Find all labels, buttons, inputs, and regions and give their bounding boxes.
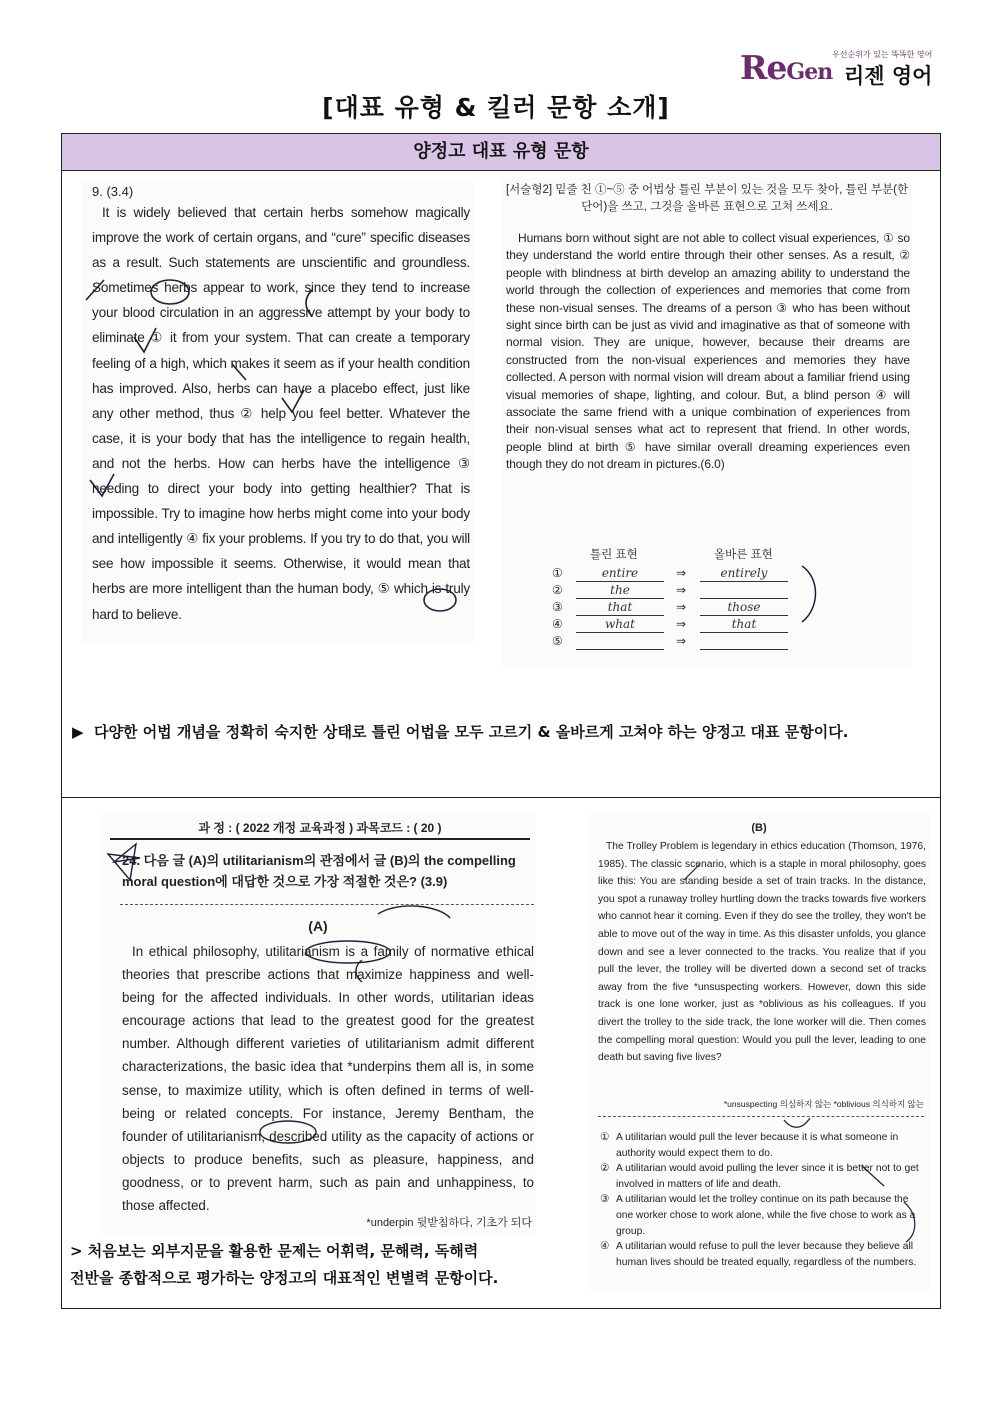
note-grammar-type: [72, 719, 934, 746]
essay-question-scan: [502, 178, 912, 668]
answer-row: ④ what ⇒ that: [552, 617, 812, 634]
question-9-scan: [82, 180, 474, 642]
essay-passage: Humans born without sight are not able to collect visual experiences, ① so they understand the world entire through their other senses. As a result, ② people with blindness at birth develop an amazing ability to understand the world through the collection of experiences and memories that come from these non-visual senses. The dreams of a person ③ who has been without sight since birth can be just as vivid and imaginative as that of someone with normal vision. They are unique, however, because their dreams are constructed from the non-visual experiences and memories they have collected. A person with normal vision will dream about a familiar friend using visual memories of shape, lighting, and colour. But, a blind person ④ will associate the same friend with a unique combination of experiences from their non-visual senses what act to represent that friend. In other words, people blind at birth ⑤ have similar overall dreaming experiences even though they do not dream in pictures.(6.0): [506, 231, 910, 472]
regen-logo: [740, 48, 945, 88]
note-discrimination-type: [70, 1238, 590, 1292]
answer-row: ③ that ⇒ those: [552, 600, 812, 617]
answer-option[interactable]: ③ A utilitarian would let the trolley continue on its path because the one worker chose to work alone, while the five chose to work as a group.: [600, 1194, 916, 1237]
correct-answer-blank[interactable]: those: [700, 600, 788, 616]
wrong-answer-blank[interactable]: that: [576, 600, 664, 616]
section-header: 양정고 대표 유형 문항: [62, 134, 940, 171]
footnote: *unsuspecting 의심하지 않는 *oblivious 의식하지 않는: [723, 1099, 924, 1109]
correct-answer-blank[interactable]: that: [700, 617, 788, 633]
answer-option[interactable]: ① A utilitarian would pull the lever because it is what someone in authority would expect them to do.: [600, 1132, 899, 1159]
header-correct-expression: 올바른 표현: [714, 549, 773, 561]
answer-row: ② the ⇒: [552, 583, 812, 600]
note-text: 다양한 어법 개념을 정확히 숙지한 상태로 틀린 어법을 모두 고르기 & 올바르게 고쳐야 하는 양정고 대표 문항이다.: [94, 723, 849, 741]
answer-row: ① entire ⇒ entirely: [552, 566, 812, 583]
question-number: 9. (3.4): [92, 184, 134, 199]
header-wrong-expression: 틀린 표현: [590, 549, 638, 561]
question-stem: 24. 다음 글 (A)의 utilitarianism의 관점에서 글 (B)의 the compelling moral question에 대답한 것으로 가장 적절한 것은? (3.9): [122, 853, 516, 889]
note-line-2: 전반을 종합적으로 평가하는 양정고의 대표적인 변별력 문항이다.: [70, 1269, 499, 1287]
correct-answer-blank[interactable]: [700, 583, 788, 599]
dashed-separator: [120, 904, 534, 905]
exam-header: 과 정 : ( 2022 개정 교육과정 ) 과목코드 : ( 20 ): [110, 818, 530, 840]
page-title: [대표 유형 & 킬러 문항 소개]: [322, 93, 670, 122]
answer-option[interactable]: ② A utilitarian would avoid pulling the lever since it is better not to get involved in matters of life and death.: [600, 1163, 919, 1190]
question-passage: It is widely believed that certain herbs somehow magically improve the work of certain organs, and “cure” specific diseases as a result. Such statements are unscientific and groundless. Sometimes herbs appear to work, since they tend to increase your blood circulation in an aggressive attempt by your body to eliminate ① it from your system. That can create a temporary feeling of a high, which makes it seem as if your health condition has improved. Also, herbs can have a placebo effect, just like any other method, thus ② help you feel better. Whatever the case, it is your body that has the intelligence to regain health, and not the herbs. How can herbs have the intelligence ③ needing to direct your body into getting healthier? That is impossible. Try to imagine how herbs might come into your body and intelligently ④ fix your problems. If you try to do that, you will see how impossible it seems. Otherwise, it would mean that herbs are more intelligent than the human body, ⑤ which is truly hard to believe.: [92, 205, 470, 622]
passage-marker: (A): [308, 918, 328, 934]
dashed-separator: [598, 1116, 924, 1117]
essay-instruction: [서술형2] 밑줄 친 ①~⑤ 중 어법상 틀린 부분이 있는 것을 모두 찾아, 틀린 부분(한 단어)을 쓰고, 그것을 올바른 표현으로 고쳐 쓰세요.: [505, 184, 909, 213]
passage-a: In ethical philosophy, utilitarianism is a family of normative ethical theories that prescribe actions that maximize happiness and well-being for the affected individuals. In other words, utilitarian ideas encourage actions that lead to the greatest good for the greatest number. Although different varieties of utilitarianism admit different characterizations, the basic idea that *underpins them all is, in some sense, to maximize utility, which is often defined in terms of well-being or related concepts. For instance, Jeremy Bentham, the founder of utilitarianism, described utility as the capacity of actions or objects to produce benefits, such as pleasure, happiness, and goodness, or to prevent harm, such as pain and unhappiness, to those affected.: [122, 944, 534, 1214]
correct-answer-blank[interactable]: [700, 634, 788, 650]
passage-marker: (B): [751, 822, 767, 834]
brand-mark: ReGen: [740, 48, 833, 87]
wrong-answer-blank[interactable]: what: [576, 617, 664, 633]
wrong-answer-blank[interactable]: [576, 634, 664, 650]
passage-b-scan: [588, 814, 930, 1290]
logo-korean-name: 리젠 영어: [844, 64, 933, 88]
answer-options: [600, 1130, 926, 1270]
note-line-1: > 처음보는 외부지문을 활용한 문제는 어휘력, 문해력, 독해력: [70, 1242, 479, 1260]
footnote: *underpin 뒷받침하다, 기초가 되다: [366, 1217, 532, 1229]
passage-b: The Trolley Problem is legendary in ethics education (Thomson, 1976, 1985). The classic scenario, which is a staple in moral philosophy, goes like this: You are standing beside a set of train tracks. In the distance, you spot a runaway trolley hurtling down the tracks towards five workers who cannot hear it coming. Even if they do see the trolley, they won't be able to move out of the way in time. As this disaster unfolds, you glance down and see a lever connected to the tracks. You realize that if you pull the lever, the trolley will be diverted down a second set of tracks away from the five *unsuspecting workers. However, down this side track is one lone worker, just as *oblivious as his colleagues. If you divert the trolley to the side track, the lone worker will die. Then comes the compelling moral question: Would you pull the lever, leading to one death but saving five lives?: [598, 841, 926, 1064]
correct-answer-blank[interactable]: entirely: [700, 566, 788, 582]
wrong-answer-blank[interactable]: entire: [576, 566, 664, 582]
section-divider: [62, 797, 940, 798]
triangle-bullet-icon: ▶: [72, 723, 84, 741]
question-24-scan: [100, 814, 536, 1234]
content-frame: [61, 133, 941, 1309]
logo-tagline: 우선순위가 있는 똑똑한 영어: [832, 50, 933, 59]
wrong-answer-blank[interactable]: the: [576, 583, 664, 599]
answer-option[interactable]: ④ A utilitarian would refuse to pull the lever because they believe all human lives should be treated equally, regardless of the numbers.: [600, 1241, 917, 1268]
answer-row: ⑤ ⇒: [552, 634, 812, 651]
